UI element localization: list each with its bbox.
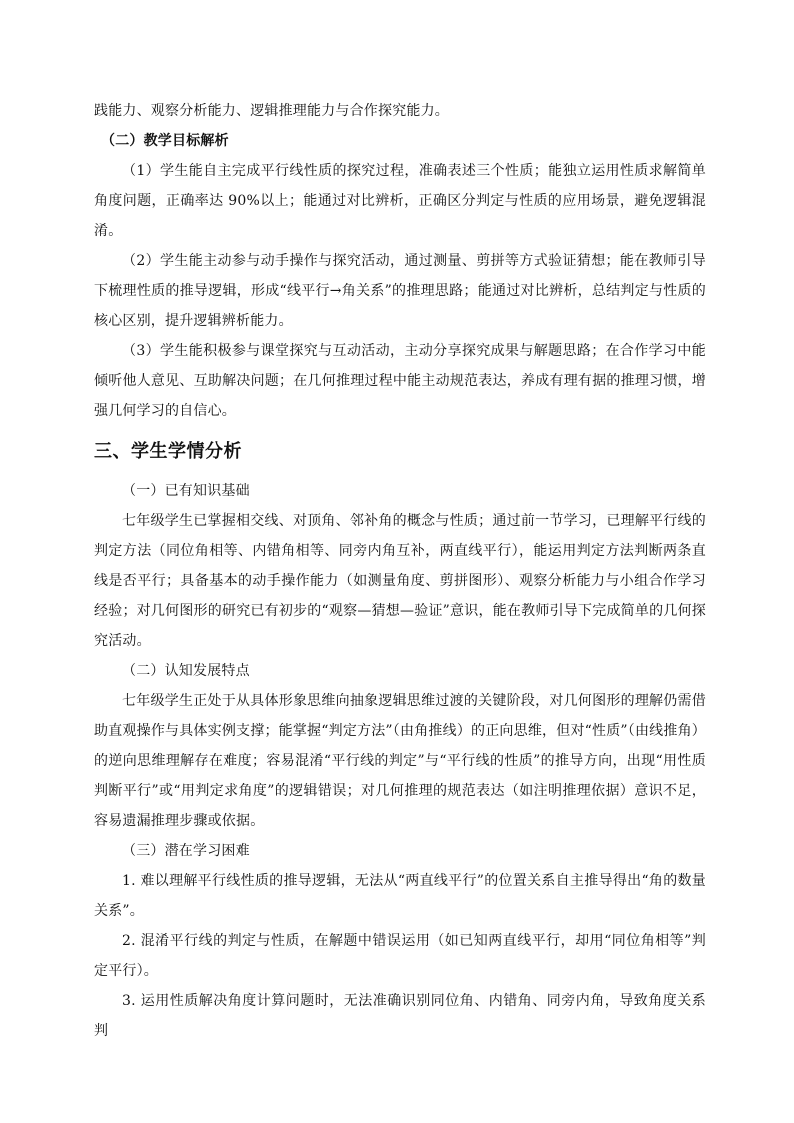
goal-analysis-heading: （二）教学目标解析 [101, 133, 229, 149]
difficulty-2-paragraph: 2. 混淆平行线的判定与性质，在解题中错误运用（如已知两直线平行，却用“同位角相等”判定平行）。 [94, 933, 706, 979]
goal-3-paragraph: （3）学生能积极参与课堂探究与互动活动，主动分享探究成果与解题思路；在合作学习中能倾听他人意见、互助解决问题；在几何推理过程中能主动规范表达，养成有理有据的推理习惯，增强几何学习的自信心。 [94, 343, 706, 419]
cognitive-heading: （二）认知发展特点 [122, 663, 250, 679]
existing-knowledge-heading: （一）已有知识基础 [122, 483, 250, 499]
difficulty-heading: （三）潜在学习困难 [122, 843, 250, 859]
document-body [94, 96, 706, 1046]
difficulty-1-paragraph: 1. 难以理解平行线性质的推导逻辑，无法从“两直线平行”的位置关系自主推导得出“角的数量关系”。 [94, 873, 706, 919]
section-3-heading: 三、学生学情分析 [94, 441, 242, 462]
paragraph-continuation: 践能力、观察分析能力、逻辑推理能力与合作探究能力。 [94, 103, 449, 119]
difficulty-3-paragraph: 3. 运用性质解决角度计算问题时，无法准确识别同位角、内错角、同旁内角，导致角度关系判 [94, 993, 706, 1039]
cognitive-paragraph: 七年级学生正处于从具体形象思维向抽象逻辑思维过渡的关键阶段，对几何图形的理解仍需借助直观操作与具体实例支撑；能掌握“判定方法”（由角推线）的正向思维，但对“性质”（由线推角）的逆向思维理解存在难度；容易混淆“平行线的判定”与“平行线的性质”的推导方向，出现“用性质判断平行”或“用判定求角度”的逻辑错误；对几何推理的规范表达（如注明推理依据）意识不足，容易遗漏推理步骤或依据。 [94, 693, 706, 829]
existing-knowledge-paragraph: 七年级学生已掌握相交线、对顶角、邻补角的概念与性质；通过前一节学习，已理解平行线的判定方法（同位角相等、内错角相等、同旁内角互补，两直线平行），能运用判定方法判断两条直线是否平行；具备基本的动手操作能力（如测量角度、剪拼图形）、观察分析能力与小组合作学习经验；对几何图形的研究已有初步的“观察—猜想—验证”意识，能在教师引导下完成简单的几何探究活动。 [94, 513, 706, 649]
goal-2-paragraph: （2）学生能主动参与动手操作与探究活动，通过测量、剪拼等方式验证猜想；能在教师引导下梳理性质的推导逻辑，形成“线平行→角关系”的推理思路；能通过对比辨析，总结判定与性质的核心区别，提升逻辑辨析能力。 [94, 253, 706, 329]
goal-1-paragraph: （1）学生能自主完成平行线性质的探究过程，准确表述三个性质；能独立运用性质求解简单角度问题，正确率达 90%以上；能通过对比辨析，正确区分判定与性质的应用场景，避免逻辑混淆。 [94, 163, 706, 239]
